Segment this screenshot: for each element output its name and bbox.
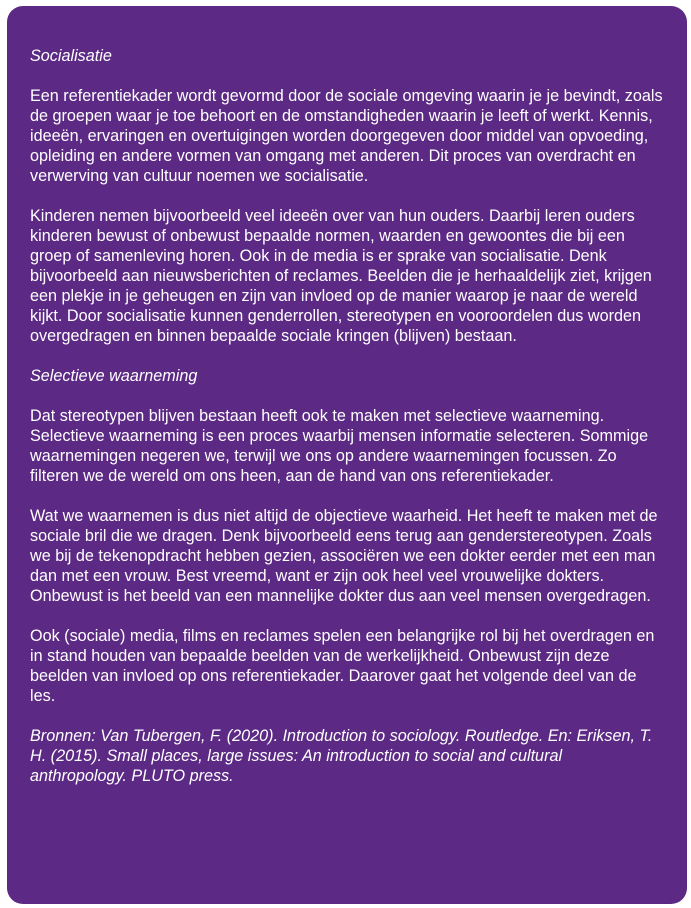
paragraph: Een referentiekader wordt gevormd door de sociale omgeving waarin je je bevindt, zoals de groepen waar je toe behoort en de omstandigheden waarin je leeft of werkt. Kennis, ideeën, ervaringen en overtuigingen worden doorgegeven door middel van opvoeding, opleiding en andere vormen van omgang met anderen. Dit proces van overdracht en verwerving van cultuur noemen we socialisatie. xyxy=(30,87,663,185)
section-heading-socialisatie: Socialisatie xyxy=(30,47,112,65)
paragraph: Ook (sociale) media, films en reclames spelen een belangrijke rol bij het overdragen en in stand houden van bepaalde beelden van de werkelijkheid. Onbewust zijn deze beelden van invloed op ons referentiekader. Daarover gaat het volgende deel van de les. xyxy=(30,627,655,705)
paragraph: Dat stereotypen blijven bestaan heeft ook te maken met selectieve waarneming. Selectieve waarneming is een proces waarbij mensen informatie selecteren. Sommige waarnemingen negeren we, terwijl we ons op andere waarnemingen focussen. Zo filteren we de wereld om ons heen, aan de hand van ons referentiekader. xyxy=(30,407,649,485)
content-card xyxy=(7,6,687,904)
paragraph: Kinderen nemen bijvoorbeeld veel ideeën over van hun ouders. Daarbij leren ouders kinderen bewust of onbewust bepaalde normen, waarden en gewoontes die bij een groep of samenleving horen. Ook in de media is er sprake van socialisatie. Denk bijvoorbeeld aan nieuwsberichten of reclames. Beelden die je herhaaldelijk ziet, krijgen een plekje in je geheugen en zijn van invloed op de manier waarop je naar de wereld kijkt. Door socialisatie kunnen genderrollen, stereotypen en vooroordelen dus worden overgedragen en binnen bepaalde sociale kringen (blijven) bestaan. xyxy=(30,207,652,345)
paragraph: Wat we waarnemen is dus niet altijd de objectieve waarheid. Het heeft te maken met de sociale bril die we dragen. Denk bijvoorbeeld eens terug aan genderstereotypen. Zoals we bij de tekenopdracht hebben gezien, associëren we een dokter eerder met een man dan met een vrouw. Best vreemd, want er zijn ook heel veel vrouwelijke dokters. Onbewust is het beeld van een mannelijke dokter dus aan veel mensen overgedragen. xyxy=(30,507,658,605)
sources-citation: Bronnen: Van Tubergen, F. (2020). Introduction to sociology. Routledge. En: Eriksen, T. H. (2015). Small places, large issues: An introduction to social and cultural anthropology. PLUTO press. xyxy=(30,727,653,785)
section-heading-selectieve-waarneming: Selectieve waarneming xyxy=(30,367,198,385)
